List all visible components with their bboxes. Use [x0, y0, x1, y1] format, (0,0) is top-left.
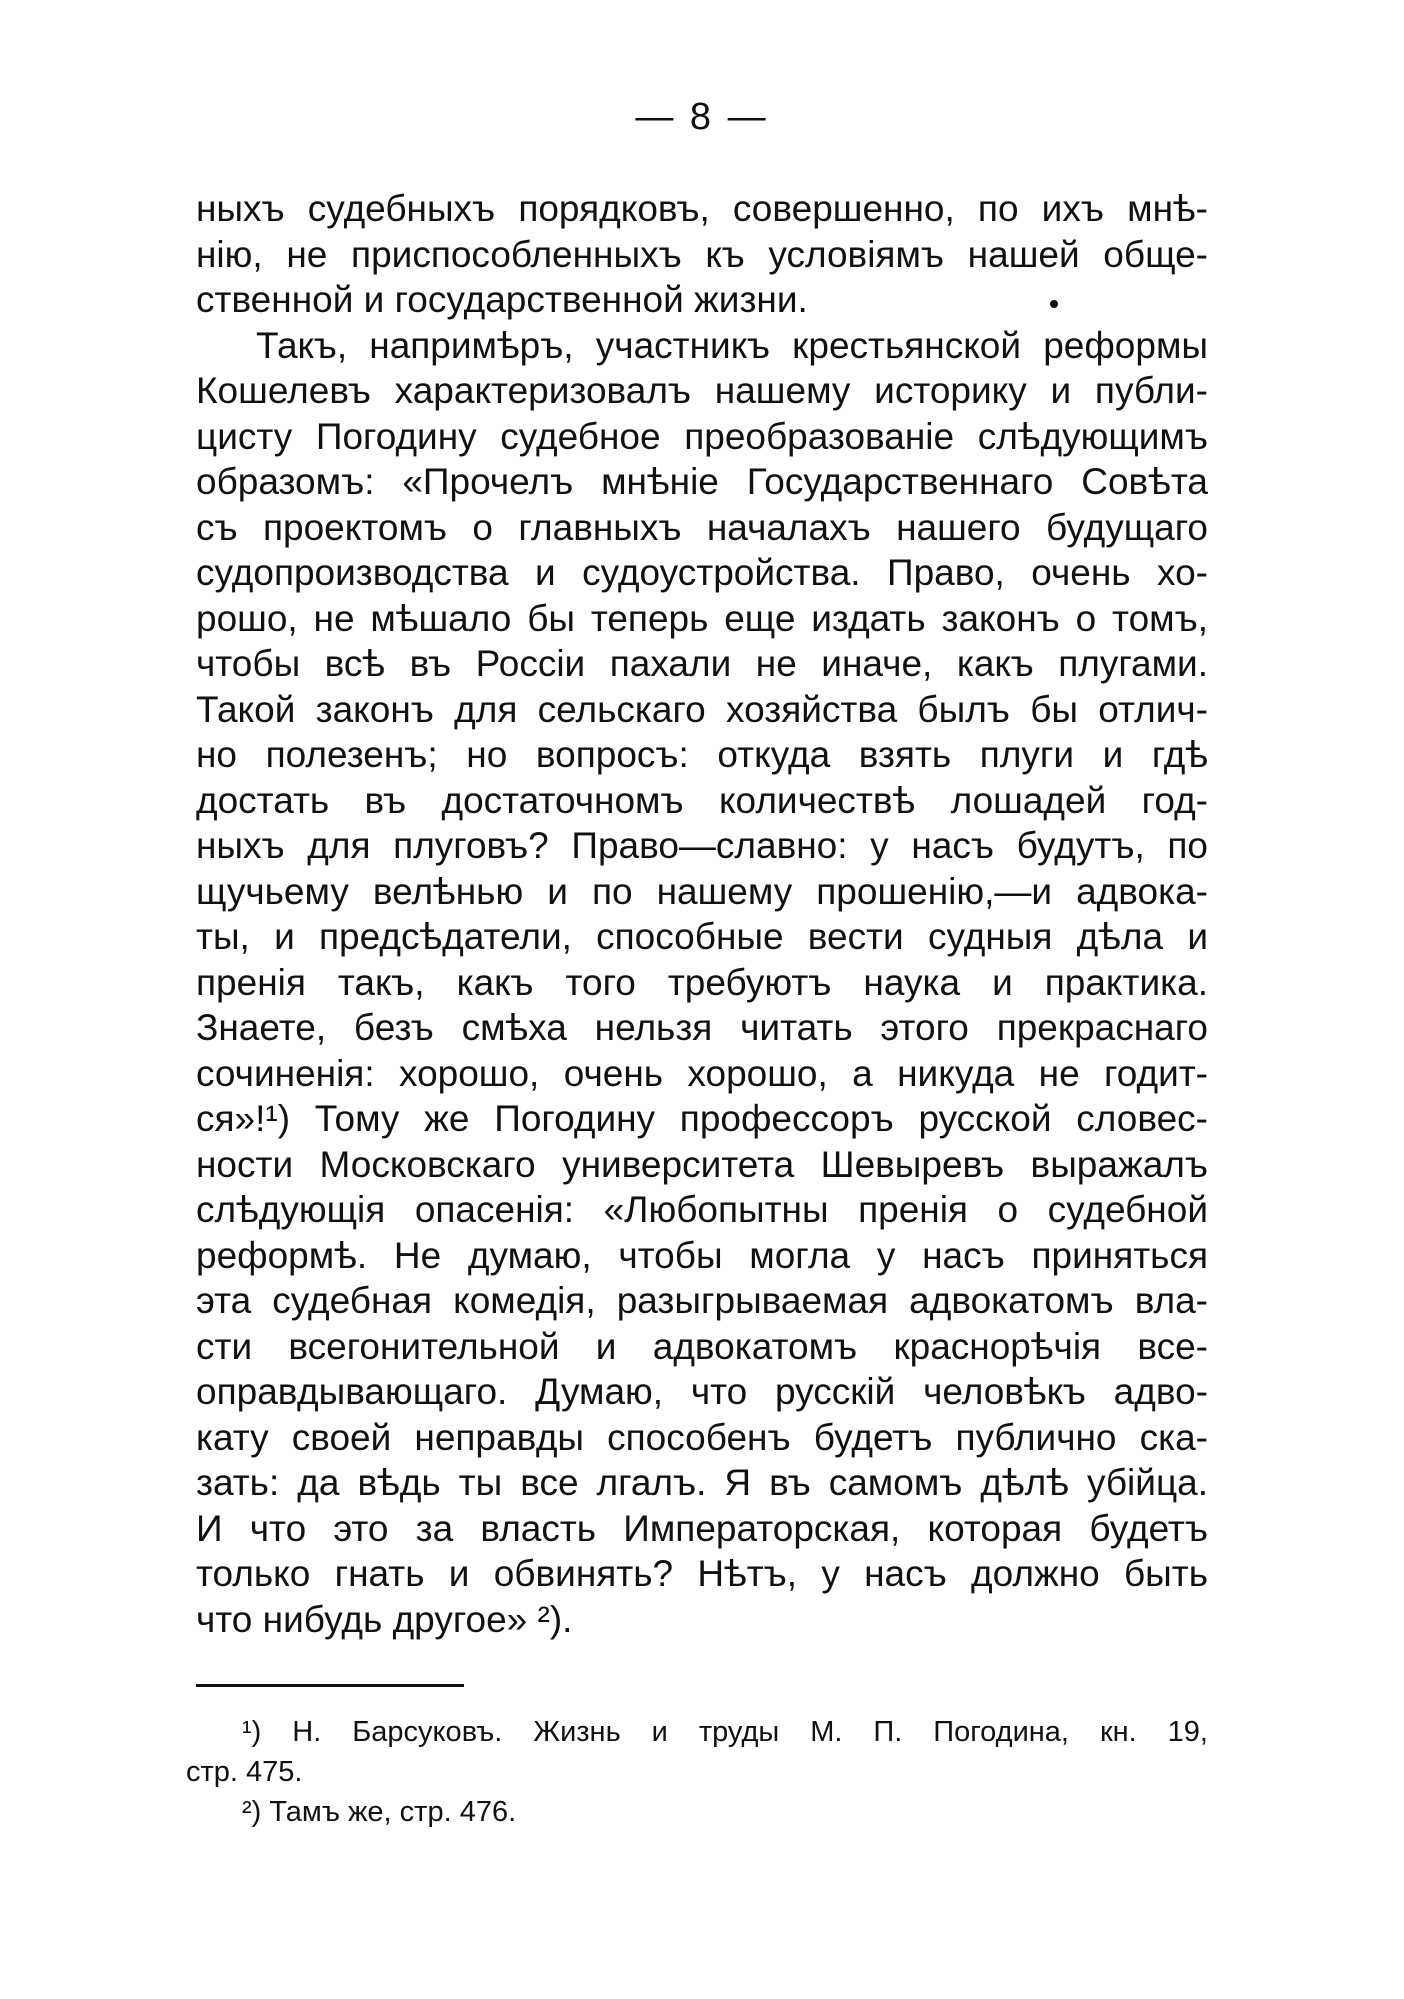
text-line: эта судебная комедія, разыгрываемая адвокатомъ вла- [196, 1280, 1208, 1321]
page-number: — 8 — [635, 96, 769, 138]
text-line: пренія такъ, какъ того требуютъ наука и практика. [196, 961, 1208, 1003]
text-line: реформѣ. Не думаю, чтобы могла у насъ приняться [196, 1234, 1208, 1276]
text-line: ности Московскаго университета Шевыревъ выражалъ [196, 1143, 1208, 1185]
text-line: Знаете, безъ смѣха нельзя читать этого прекраснаго [196, 1007, 1208, 1048]
text-line: рошо, не мѣшало бы теперь еще издать законъ о томъ, [196, 597, 1208, 639]
text-line: ныхъ для плуговъ? Право—славно: у насъ будутъ, по [196, 825, 1208, 866]
text-line-with-footnote [196, 1597, 1208, 1643]
text-line: Такой законъ для сельскаго хозяйства былъ бы отлич- [196, 688, 1208, 730]
footnote-1: ¹) Н. Барсуковъ. Жизнь и труды М. П. Погодина, кн. 19, [242, 1716, 1208, 1748]
text-fragment: что нибудь другое» [196, 1598, 528, 1640]
footnote-1-continued: стр. 475. [186, 1756, 303, 1788]
text-line-with-footnote [196, 1096, 1208, 1142]
text-line: цисту Погодину судебное преобразованіе слѣдующимъ [196, 415, 1208, 457]
text-line: сочиненія: хорошо, очень хорошо, а никуда не годит- [196, 1052, 1208, 1094]
text-line: Кошелевъ характеризовалъ нашему историку и публи- [196, 370, 1208, 411]
footnote-2: ²) Тамъ же, стр. 476. [242, 1796, 517, 1828]
text-line: судопроизводства и судоустройства. Право, очень хо- [196, 552, 1208, 593]
main-text [196, 186, 1208, 1642]
text-line: но полезенъ; но вопросъ: откуда взять плуги и гдѣ [196, 734, 1208, 775]
text-line: ты, и предсѣдатели, способные вести судныя дѣла и [196, 916, 1208, 957]
text-line: Такъ, напримѣръ, участникъ крестьянской реформы [256, 324, 1208, 366]
text-line: кату своей неправды способенъ будетъ публично ска- [196, 1416, 1208, 1458]
footnote-divider [196, 1684, 464, 1687]
footnotes [186, 1712, 1208, 1832]
text-line: слѣдующія опасенія: «Любопытны пренія о судебной [196, 1189, 1208, 1230]
text-line: образомъ: «Прочелъ мнѣніе Государственнаго Совѣта [196, 461, 1208, 502]
text-line: достать въ достаточномъ количествѣ лошадей год- [196, 779, 1208, 821]
text-line: оправдывающаго. Думаю, что русскій человѣкъ адво- [196, 1371, 1208, 1412]
text-line: сти всегонительной и адвокатомъ краснорѣчія все- [196, 1325, 1208, 1367]
text-fragment: ¹) Тому же Погодину профессоръ русской словес- [265, 1098, 1208, 1139]
text-line: зать: да вѣдь ты все лгалъ. Я въ самомъ дѣлѣ убійца. [196, 1462, 1208, 1503]
text-line: И что это за власть Императорская, которая будетъ [196, 1507, 1208, 1549]
text-line: только гнать и обвинять? Нѣтъ, у насъ должно быть [196, 1553, 1208, 1594]
text-line: нію, не приспособленныхъ къ условіямъ нашей обще- [196, 233, 1208, 275]
text-line: ственной и государственной жизни. [196, 279, 808, 320]
footnote-ref: ²). [537, 1598, 573, 1640]
text-line: съ проектомъ о главныхъ началахъ нашего будущаго [196, 506, 1208, 548]
text-line: щучьему велѣнью и по нашему прошенію,—и адвока- [196, 870, 1208, 912]
text-line: чтобы всѣ въ Россіи пахали не иначе, какъ плугами. [196, 643, 1208, 684]
text-line: ныхъ судебныхъ порядковъ, совершенно, по ихъ мнѣ- [196, 188, 1208, 229]
text-fragment: ся»! [196, 1098, 266, 1139]
